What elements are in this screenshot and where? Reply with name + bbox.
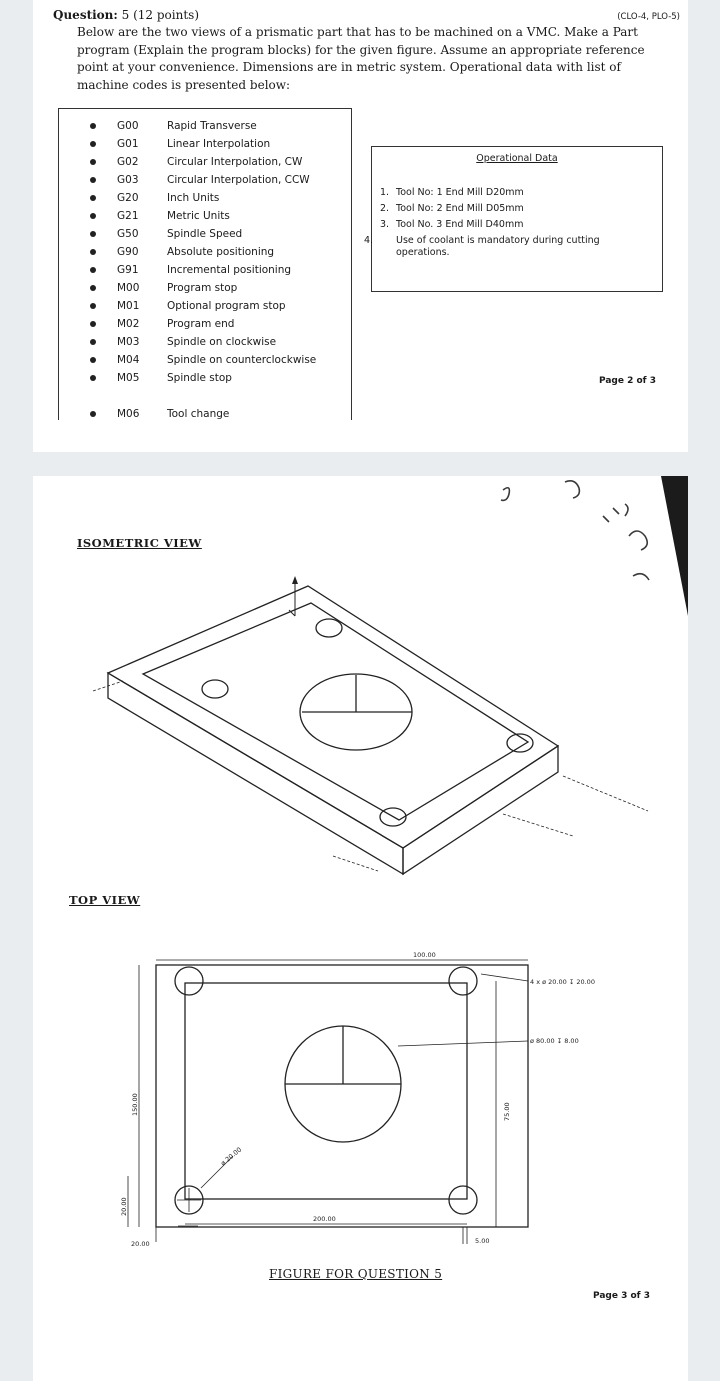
bullet-icon bbox=[90, 285, 96, 291]
code-row bbox=[59, 117, 257, 135]
dim-right-height: 75.00 bbox=[503, 1102, 511, 1121]
dim-bottom-width: 200.00 bbox=[313, 1215, 336, 1223]
page-2-sheet bbox=[33, 0, 688, 452]
dim-circle-note: ø 80.00 ↧ 8.00 bbox=[530, 1037, 579, 1045]
code-row bbox=[59, 207, 230, 225]
code: G50 bbox=[117, 228, 139, 240]
question-line: point at your convenience. Dimensions are in metric system. Operational data with list of bbox=[77, 60, 621, 74]
clo-plo-tag: (CLO-4, PLO-5) bbox=[617, 12, 680, 22]
code-row bbox=[59, 405, 229, 420]
dim-bottom-left: 20.00 bbox=[131, 1240, 150, 1248]
top-hole bbox=[449, 967, 477, 995]
code-desc: Inch Units bbox=[167, 192, 220, 204]
code: M05 bbox=[117, 372, 140, 384]
code-row bbox=[59, 369, 232, 387]
question-points: 5 (12 points) bbox=[121, 8, 200, 22]
iso-top-face bbox=[108, 586, 558, 848]
op-text: Tool No: 2 End Mill D05mm bbox=[396, 203, 524, 214]
question-text bbox=[77, 24, 677, 94]
code: G20 bbox=[117, 192, 139, 204]
code: G02 bbox=[117, 156, 139, 168]
code: M00 bbox=[117, 282, 140, 294]
code-desc: Spindle Speed bbox=[167, 228, 243, 240]
code-row bbox=[59, 243, 274, 261]
op-num: 2. bbox=[380, 203, 390, 214]
code-desc: Tool change bbox=[167, 408, 230, 420]
top-hole bbox=[175, 967, 203, 995]
bullet-icon bbox=[90, 321, 96, 327]
code-row bbox=[59, 189, 219, 207]
page-3-sheet bbox=[33, 476, 688, 1381]
code-row bbox=[59, 261, 291, 279]
code-row bbox=[59, 315, 234, 333]
code: M01 bbox=[117, 300, 140, 312]
technical-drawing bbox=[33, 476, 688, 1381]
page-edge-shadow bbox=[661, 476, 688, 616]
code: G90 bbox=[117, 246, 139, 258]
bullet-icon bbox=[90, 357, 96, 363]
iso-hole bbox=[202, 680, 228, 698]
question-line: Below are the two views of a prismatic part that has to be machined on a VMC. Make a Part bbox=[77, 25, 638, 39]
page-number: Page 2 of 3 bbox=[599, 376, 656, 386]
code-desc: Absolute positioning bbox=[167, 246, 275, 258]
op-num: 3. bbox=[380, 219, 390, 230]
bullet-icon bbox=[90, 141, 96, 147]
code-row bbox=[59, 153, 302, 171]
code-desc: Circular Interpolation, CCW bbox=[167, 174, 310, 186]
op-item bbox=[364, 235, 600, 259]
code-desc: Spindle stop bbox=[167, 372, 232, 384]
operational-title: Operational Data bbox=[476, 153, 558, 164]
bullet-icon bbox=[90, 375, 96, 381]
bullet-icon bbox=[90, 195, 96, 201]
top-outer-rect bbox=[156, 965, 528, 1227]
op-item bbox=[380, 219, 600, 231]
question-label: Question: bbox=[53, 8, 118, 22]
bullet-icon bbox=[90, 123, 96, 129]
code-desc: Linear Interpolation bbox=[167, 138, 271, 150]
dim-left-small: 20.00 bbox=[120, 1197, 128, 1216]
code-desc: Program end bbox=[167, 318, 235, 330]
dim-diag: ø 20.00 bbox=[219, 1145, 244, 1168]
machine-codes-box bbox=[58, 108, 352, 420]
code: G01 bbox=[117, 138, 139, 150]
code-desc: Metric Units bbox=[167, 210, 230, 222]
question-line: machine codes is presented below: bbox=[77, 77, 291, 92]
op-item bbox=[380, 203, 600, 215]
op-num: 1. bbox=[380, 187, 390, 198]
dim-hole-note: 4 x ø 20.00 ↧ 20.00 bbox=[530, 978, 595, 986]
dim-left-height: 150.00 bbox=[131, 1093, 139, 1116]
bullet-icon bbox=[90, 339, 96, 345]
figure-caption: FIGURE FOR QUESTION 5 bbox=[269, 1267, 443, 1281]
top-view-label: TOP VIEW bbox=[69, 893, 141, 907]
op-text: Use of coolant is mandatory during cutting operations. bbox=[396, 235, 600, 258]
bullet-icon bbox=[90, 249, 96, 255]
bullet-icon bbox=[90, 213, 96, 219]
bullet-icon bbox=[90, 303, 96, 309]
iso-hole bbox=[316, 619, 342, 637]
bullet-icon bbox=[90, 177, 96, 183]
code-desc: Rapid Transverse bbox=[167, 120, 257, 132]
op-text: Tool No: 1 End Mill D20mm bbox=[396, 187, 524, 198]
op-item bbox=[380, 187, 600, 199]
code-desc: Program stop bbox=[167, 282, 238, 294]
op-text: Tool No. 3 End Mill D40mm bbox=[396, 219, 524, 230]
code: M04 bbox=[117, 354, 140, 366]
bullet-icon bbox=[90, 267, 96, 273]
code: G03 bbox=[117, 174, 139, 186]
code: G21 bbox=[117, 210, 139, 222]
code-row bbox=[59, 225, 242, 243]
code-row bbox=[59, 279, 237, 297]
code-desc: Spindle on counterclockwise bbox=[167, 354, 317, 366]
bullet-icon bbox=[90, 411, 96, 417]
code-row bbox=[59, 297, 286, 315]
code: M03 bbox=[117, 336, 140, 348]
op-num: 4. bbox=[364, 235, 374, 246]
question-line: program (Explain the program blocks) for the given figure. Assume an appropriate reference bbox=[77, 42, 645, 57]
isometric-view-label: ISOMETRIC VIEW bbox=[77, 536, 202, 550]
operational-data-box bbox=[364, 146, 663, 292]
iso-left-face bbox=[108, 673, 403, 874]
top-pocket-rect bbox=[185, 983, 467, 1199]
code-desc: Incremental positioning bbox=[167, 264, 292, 276]
dim-top-width: 100.00 bbox=[413, 951, 436, 959]
code-desc: Optional program stop bbox=[167, 300, 286, 312]
code: G00 bbox=[117, 120, 139, 132]
code-row bbox=[59, 171, 310, 189]
code-row bbox=[59, 135, 270, 153]
code: G91 bbox=[117, 264, 139, 276]
dim-right-small: 5.00 bbox=[475, 1237, 490, 1245]
question-header bbox=[53, 8, 673, 22]
code-desc: Spindle on clockwise bbox=[167, 336, 277, 348]
code-desc: Circular Interpolation, CW bbox=[167, 156, 303, 168]
code: M06 bbox=[117, 408, 140, 420]
top-hole bbox=[449, 1186, 477, 1214]
bullet-icon bbox=[90, 159, 96, 165]
handwriting-marks bbox=[501, 481, 649, 580]
code: M02 bbox=[117, 318, 140, 330]
code-row bbox=[59, 333, 276, 351]
iso-right-face bbox=[403, 746, 558, 874]
page-number: Page 3 of 3 bbox=[593, 1291, 650, 1301]
code-row bbox=[59, 351, 316, 369]
bullet-icon bbox=[90, 231, 96, 237]
